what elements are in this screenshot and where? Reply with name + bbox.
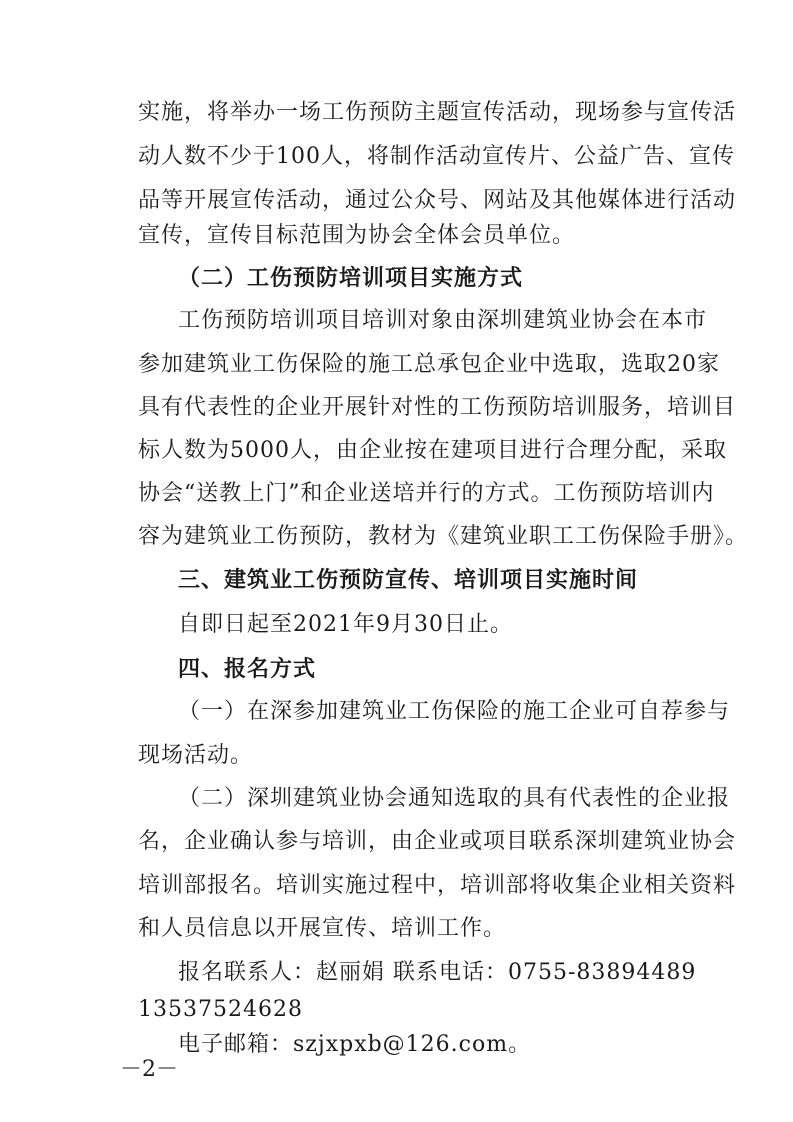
- body-text-line: 协会“送教上门”和企业送培并行的方式。工伤预防培训内: [138, 481, 715, 506]
- body-text-line: 参加建筑业工伤保险的施工总承包企业中选取，选取20家: [138, 352, 720, 377]
- body-text-line: 工伤预防培训项目培训对象由深圳建筑业协会在本市: [178, 308, 708, 333]
- contact-phone: 13537524628: [138, 997, 303, 1022]
- body-text-line: 品等开展宣传活动，通过公众号、网站及其他媒体进行活动: [138, 188, 737, 213]
- body-text-line: 培训部报名。培训实施过程中，培训部将收集企业相关资料: [138, 873, 737, 898]
- section-heading: 三、建筑业工伤预防宣传、培训项目实施时间: [178, 567, 639, 593]
- body-text-line: 现场活动。: [138, 743, 254, 768]
- body-text-line: 和人员信息以开展宣传、培训工作。: [138, 916, 507, 941]
- page-number: －2－: [120, 1057, 178, 1082]
- section-heading: 四、报名方式: [178, 656, 317, 682]
- body-text-line: 动人数不少于100人，将制作活动宣传片、公益广告、宣传: [138, 144, 735, 169]
- body-text-line: 实施，将举办一场工伤预防主题宣传活动，现场参与宣传活: [138, 100, 737, 125]
- body-text-line: 容为建筑业工伤预防，教材为《建筑业职工工伤保险手册》。: [138, 524, 749, 549]
- body-text-line: 自即日起至2021年9月30日止。: [178, 612, 513, 637]
- subsection-heading: （二）工伤预防培训项目实施方式: [178, 265, 524, 291]
- contact-line: 报名联系人：赵丽娟 联系电话：0755-83894489: [178, 960, 697, 985]
- body-text-line: （一）在深参加建筑业工伤保险的施工企业可自荐参与: [178, 699, 731, 724]
- body-text-line: 标人数为5000人，由企业按在建项目进行合理分配，采取: [138, 438, 727, 463]
- body-text-line: 宣传，宣传目标范围为协会全体会员单位。: [138, 223, 576, 248]
- email-line: 电子邮箱：szjxpxb@126.com。: [178, 1032, 532, 1057]
- body-text-line: 具有代表性的企业开展针对性的工伤预防培训服务，培训目: [138, 395, 737, 420]
- body-text-line: 名，企业确认参与培训，由企业或项目联系深圳建筑业协会: [138, 829, 737, 854]
- body-text-line: （二）深圳建筑业协会通知选取的具有代表性的企业报: [178, 786, 731, 811]
